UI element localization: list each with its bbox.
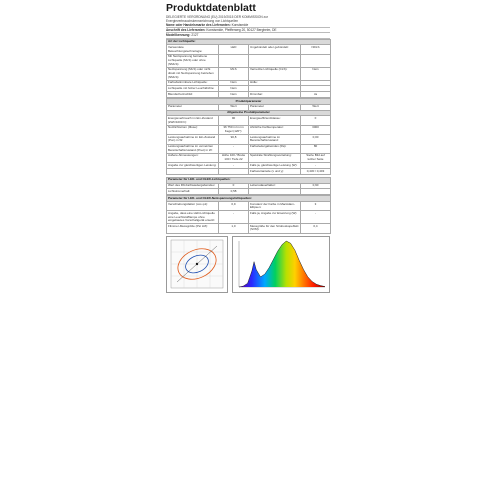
section-heading: Allgemeine Produktparameter bbox=[167, 110, 331, 116]
param-label: Angabe zur gleichwertigen Leistung: bbox=[167, 163, 219, 169]
table-row bbox=[167, 144, 331, 153]
param-label: Wert des R9-Farbwiedergabeindex: bbox=[167, 183, 219, 189]
model-label: Modellkennung: bbox=[166, 33, 191, 38]
table-row bbox=[167, 211, 331, 224]
param-value: MLS bbox=[219, 67, 249, 80]
param-value: 0,90 bbox=[301, 183, 331, 189]
param-value: Nein bbox=[219, 86, 249, 92]
param-label: Leistungsaufnahme im Bereitschaftszustand: bbox=[249, 135, 301, 144]
param-label: Energieeffizienzklasse: bbox=[249, 116, 301, 125]
table-row bbox=[167, 116, 331, 125]
table-row bbox=[167, 67, 331, 80]
param-value: Nein bbox=[219, 92, 249, 98]
supplier-label: Name oder Handelsmarke des Lieferanten: bbox=[166, 23, 231, 27]
figures bbox=[166, 236, 330, 293]
param-value: 0,430 / 0,403 bbox=[301, 169, 331, 175]
address-value: Konstsmide, Pfeifferweg 20, 50127 Bergheim, DE bbox=[206, 28, 277, 33]
param-value: 3000 bbox=[301, 125, 331, 134]
param-value: Höhe 100 / Breite 100 / Tiefe 22 bbox=[219, 153, 249, 162]
param-label: Verschiebungsfaktor (cos φ1): bbox=[167, 201, 219, 210]
param-label: Lichtquelle mit hoher Leuchtdichte: bbox=[167, 86, 219, 92]
param-label: Ähnliche Farbtemperatur: bbox=[249, 125, 301, 134]
regulation-line-2: Energieverbrauchskennzeichnung von Lichtquellen bbox=[166, 19, 239, 23]
param-value: 0,58 bbox=[219, 189, 249, 195]
param-value: Siehe Bild auf letzter Seite bbox=[301, 153, 331, 162]
param-label: Blendschutzschild: bbox=[167, 92, 219, 98]
param-value: LED bbox=[219, 45, 249, 54]
param-value: 0,4 bbox=[301, 224, 331, 233]
param-label: Energieverbrauch im Ein-Zustand (kWh/1000 h): bbox=[167, 116, 219, 125]
chromaticity-diagram bbox=[166, 236, 228, 293]
supplier-value: Konstsmide bbox=[231, 23, 249, 27]
col-header: Wert bbox=[219, 104, 249, 110]
param-value: 36 750 in lm im Kegel (120°): bbox=[219, 125, 249, 134]
param-label: Spektrale Strahlungsverteilung: bbox=[249, 153, 301, 162]
section-heading: Art der Lichtquelle: bbox=[167, 39, 331, 45]
table-row bbox=[167, 125, 331, 134]
param-value bbox=[219, 54, 249, 67]
address-label: Anschrift des Lieferanten: bbox=[166, 28, 206, 33]
param-value: 0 bbox=[219, 183, 249, 189]
param-label: Ungebündelt oder gebündelt: bbox=[249, 45, 301, 54]
table-row bbox=[167, 153, 331, 162]
table-row bbox=[167, 169, 331, 175]
table-row bbox=[167, 201, 331, 210]
table-row bbox=[167, 189, 331, 195]
param-value bbox=[219, 169, 249, 175]
section-heading: Parameter für LED- und OLED-Netzspannungslichtquellen: bbox=[167, 196, 331, 202]
param-label: Vernetzte Lichtquelle (CLS): bbox=[249, 67, 301, 80]
param-value bbox=[301, 54, 331, 67]
param-label: Farbwiedergabeindex (Ra): bbox=[249, 144, 301, 153]
col-header: Parameter bbox=[167, 104, 219, 110]
param-value: 0,9 bbox=[219, 201, 249, 210]
param-value: - bbox=[301, 211, 331, 224]
product-parameters-table bbox=[166, 98, 331, 175]
param-value: - bbox=[301, 163, 331, 169]
param-label: Hülle: bbox=[249, 80, 301, 86]
param-label: Lichtstromerhalt: bbox=[167, 189, 219, 195]
spectral-distribution bbox=[232, 236, 330, 293]
table-row bbox=[167, 135, 331, 144]
param-value: - bbox=[219, 211, 249, 224]
param-value: 1,0 bbox=[219, 224, 249, 233]
param-label bbox=[167, 169, 219, 175]
param-label: Farbwertanteile (x und y): bbox=[249, 169, 301, 175]
param-label: Angabe, dass eine LED-Lichtquelle eine Leuchtstofflampe ohne eingebautes Vorschaltgerät ersetzt: bbox=[167, 211, 219, 224]
param-label: Flimmer-Messgröße (Pst LM): bbox=[167, 224, 219, 233]
param-value: 90,8 bbox=[219, 135, 249, 144]
section-heading: Parameter für LED- und OLED-Lichtquellen: bbox=[167, 177, 331, 183]
param-label: Dimmbar: bbox=[249, 92, 301, 98]
param-label: Falls ja, Angabe zur Ersetzung (W): bbox=[249, 211, 301, 224]
table-row bbox=[167, 54, 331, 67]
param-label: Falls ja, gleichwertige Leistung (W): bbox=[249, 163, 301, 169]
param-label: Leistungsaufnahme im vernetzten Bereitschaftszustand (Pnet) in W: bbox=[167, 144, 219, 153]
page-title: Produktdatenblatt bbox=[166, 2, 256, 14]
param-label: Netzspannung (MLS) oder nicht direkt mit Netzspannung betrieben (NMLS): bbox=[167, 67, 219, 80]
param-label: Konstanz der Farbe in MacAdam-Ellipsen: bbox=[249, 201, 301, 210]
param-label: Äußere Abmessungen: bbox=[167, 153, 219, 162]
regulation-line-1: DELEGIERTE VERORDNUNG (EU) 2019/2015 DER KOMMISSION zur bbox=[166, 15, 268, 19]
param-label: Nutzlichtstrom (Φuse): bbox=[167, 125, 219, 134]
param-label bbox=[249, 189, 301, 195]
param-value: F bbox=[301, 116, 331, 125]
led-parameters-table bbox=[166, 177, 331, 195]
param-value: - bbox=[219, 144, 249, 153]
col-header: Parameter bbox=[249, 104, 301, 110]
param-value: 90 bbox=[219, 116, 249, 125]
chromaticity-svg bbox=[167, 237, 227, 292]
param-label: Messgröße für den Stroboskopeffekt (SVM): bbox=[249, 224, 301, 233]
param-label: Verwendete Beleuchtungstechnologie: bbox=[167, 45, 219, 54]
spectrum-svg bbox=[233, 237, 329, 292]
param-value: - bbox=[219, 163, 249, 169]
param-value: 80 bbox=[301, 144, 331, 153]
param-value: 3 bbox=[301, 201, 331, 210]
param-label bbox=[249, 54, 301, 67]
param-label: Farbabstimmbare Lichtquelle: bbox=[167, 80, 219, 86]
mains-parameters-table bbox=[166, 195, 331, 234]
param-label: Leistungsaufnahme im Ein-Zustand (Pon) in W: bbox=[167, 135, 219, 144]
param-label: Mit Netzspannung betriebene Lichtquelle (MLS) oder ohne (NMLS): bbox=[167, 54, 219, 67]
model-value: 2127 bbox=[191, 33, 199, 38]
light-source-type-table bbox=[166, 39, 331, 98]
param-value: Nein bbox=[219, 80, 249, 86]
param-value: Nein bbox=[301, 67, 331, 80]
datasheet bbox=[166, 2, 330, 293]
table-row bbox=[167, 45, 331, 54]
col-header: Wert bbox=[301, 104, 331, 110]
param-label: Lebensdauerfaktor: bbox=[249, 183, 301, 189]
param-value: 0,00 bbox=[301, 135, 331, 144]
param-value: Ja bbox=[301, 92, 331, 98]
param-value bbox=[301, 189, 331, 195]
section-heading: Produktparameter bbox=[167, 99, 331, 105]
table-row bbox=[167, 92, 331, 98]
table-row bbox=[167, 224, 331, 233]
param-value: NDLS bbox=[301, 45, 331, 54]
